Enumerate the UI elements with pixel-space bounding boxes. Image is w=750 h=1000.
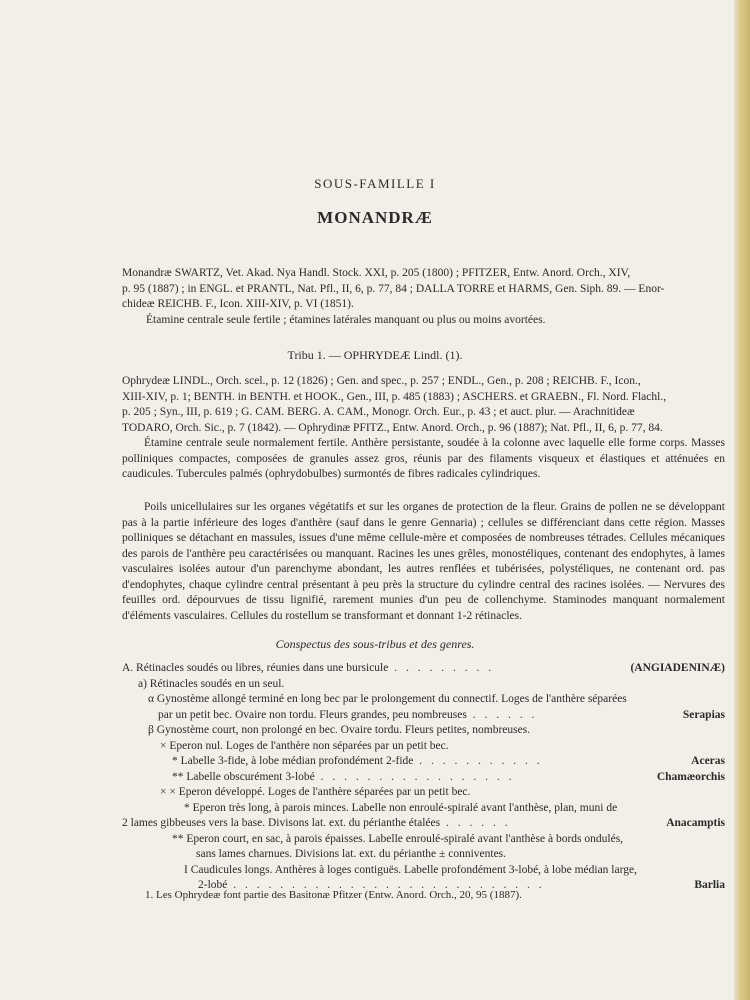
tribe-refs-block	[122, 374, 725, 436]
key-leader-dots: . . . . . . . . .	[388, 662, 495, 674]
refs-line: p. 205 ; Syn., III, p. 619 ; G. CAM. BERG. A. CAM., Monogr. Orch. Eur., p. 43 ; et auct. plur. — Arachnitideæ	[122, 406, 635, 418]
key-row-text: par un petit bec. Ovaire non tordu. Fleurs grandes, peu nombreuses	[158, 708, 467, 721]
genus-name: Chamæorchis	[656, 770, 725, 783]
conspectus-key	[122, 661, 725, 894]
key-row	[122, 863, 725, 879]
key-row-text: a) Rétinacles soudés en un seul.	[138, 677, 285, 690]
description-paragraph: Étamine centrale seule normalement fertile. Anthère persistante, soudée à la colonne avec laquelle elle forme corps. Masses polliniques compactes, composées de granules assez gros, réunis par des filaments visqueux et élastiques et atténuées en caudicules. Tubercules palmés (ophrydobulbes) surmontés de fibres radicales cylindriques.	[122, 437, 725, 480]
anatomy-paragraph: Poils unicellulaires sur les organes végétatifs et sur les organes de protection de la fleur. Grains de pollen ne se développant pas à la partie inférieure des loges d'anthère (sauf dans le genre Gennaria) ; cellules se différenciant dans cette région. Masses polliniques se détachant en massules, issues d'une même cellule-mère et composées de nombreuses tétrades. Cellules mécaniques des parois de l'anthère peu caractérisées ou manquant. Racines les unes grêles, monostéliques, contenant des endophytes, à lames vasculaires isolées autour d'un parenchyme abondant, les autres renflées et tubérisées, polystéliques, ne contenant ord. pas d'endophytes, chaque cylindre central présentant à peu près la structure du cylindre central des racines isolées. — Nervures des feuilles ord. dépourvues de tissu lignifié, rarement munies d'un peu de collenchyme. Staminodes manquant normalement d'éléments vasculaires. Cellules du rostellum se transformant et donnant 1-2 rétinacles.	[122, 501, 725, 622]
key-row	[122, 785, 725, 801]
key-row	[122, 661, 725, 677]
key-row-text: I Caudicules longs. Anthères à loges contiguës. Labelle profondément 3-lobé, à lobe médian large,	[184, 863, 637, 876]
key-row-text: × Eperon nul. Loges de l'anthère non séparées par un petit bec.	[160, 739, 449, 752]
genus-name: Anacamptis	[666, 817, 725, 829]
page-edge	[734, 0, 750, 1000]
conspectus-title: Conspectus des sous-tribus et des genres.	[275, 637, 475, 651]
intro-line: Monandræ SWARTZ, Vet. Akad. Nya Handl. Stock. XXI, p. 205 (1800) ; PFITZER, Entw. Anord. Orch., XIV,	[122, 267, 631, 279]
key-row-text: * Labelle 3-fide, à lobe médian profondément 2-fide	[172, 755, 414, 767]
intro-line: p. 95 (1887) ; in ENGL. et PRANTL, Nat. Pfl., II, 6, p. 77, 84 ; DALLA TORRE et HARMS, Gen. Siph. 89. — Enor-	[122, 282, 665, 295]
key-row-text: sans lames charnues. Divisions lat. ext. du périanthe ± conniventes.	[196, 848, 507, 860]
genus-name: (ANGIADENINÆ)	[630, 662, 725, 674]
intro-line: Étamine centrale seule fertile ; étamines latérales manquant ou plus ou moins avortées.	[146, 313, 546, 326]
tribe-heading: Tribu 1. — OPHRYDEÆ Lindl. (1).	[287, 348, 463, 362]
key-row	[122, 754, 725, 770]
key-row	[122, 708, 725, 724]
key-leader-dots: . . . . . . . . . . . . . . . . .	[314, 770, 515, 783]
refs-line: TODARO, Orch. Sic., p. 7 (1842). — Ophrydinæ PFITZ., Entw. Anord. Orch., p. 96 (1887); Nat. Pfl., II, 6, p. 77, 84.	[122, 421, 663, 434]
key-row-text: β Gynostème court, non prolongé en bec. Ovaire tordu. Fleurs petites, nombreuses.	[148, 724, 531, 736]
key-row-text: A. Rétinacles soudés ou libres, réunies dans une bursicule	[122, 662, 389, 674]
footnote: 1. Les Ophrydeæ font partie des Basitonæ Pfitzer (Entw. Anord. Orch., 20, 95 (1887).	[145, 889, 522, 901]
key-row	[122, 847, 725, 863]
key-leader-dots: . . . . . . . . . . .	[413, 755, 543, 767]
key-row	[122, 832, 725, 848]
key-row-text: * Eperon très long, à parois minces. Labelle non enroulé-spiralé avant l'anthèse, plan, muni de	[184, 801, 618, 814]
subfamily-heading: SOUS-FAMILLE I	[314, 176, 436, 191]
key-row	[122, 677, 725, 693]
key-row	[122, 770, 725, 786]
key-row	[122, 801, 725, 817]
key-row-text: 2-lobé	[198, 879, 228, 891]
key-row-text: 2 lames gibbeuses vers la base. Divisons lat. ext. du périanthe étalées	[122, 817, 441, 829]
key-row-text: × × Eperon développé. Loges de l'anthère séparées par un petit bec.	[160, 786, 471, 798]
genus-name: Barlia	[694, 879, 725, 891]
key-row-text: ** Labelle obscurément 3-lobé	[172, 770, 315, 783]
key-row-text: α Gynostème allongé terminé en long bec par le prolongement du connectif. Loges de l'anthère séparées	[148, 693, 627, 705]
genus-name: Serapias	[682, 708, 725, 721]
refs-line: Ophrydeæ LINDL., Orch. scel., p. 12 (1826) ; Gen. and spec., p. 257 ; ENDL., Gen., p. 208 ; REICHB. F., Icon.,	[122, 375, 641, 387]
refs-line: XIII-XIV, p. 1; BENTH. in BENTH. et HOOK., Gen., III, p. 485 (1883) ; ASCHERS. et GRAEBN., Fl. Nord. Flachl.,	[122, 390, 667, 403]
key-row	[122, 692, 725, 708]
key-row	[122, 723, 725, 739]
family-title: MONANDRÆ	[317, 208, 433, 227]
key-leader-dots: . . . . . .	[440, 817, 511, 829]
key-leader-dots: . . . . . . . . . . . . . . . . . . . . . . . . . . .	[227, 879, 545, 891]
key-row-text: ** Eperon court, en sac, à parois épaisses. Labelle enroulé-spiralé avant l'anthèse à bords ondulés,	[172, 832, 624, 845]
intro-block	[122, 266, 725, 328]
genus-name: Aceras	[691, 755, 725, 767]
intro-line: chideæ REICHB. F., Icon. XIII-XIV, p. VI (1851).	[122, 298, 354, 310]
key-row	[122, 816, 725, 832]
key-row	[122, 739, 725, 755]
key-leader-dots: . . . . . .	[466, 708, 538, 721]
